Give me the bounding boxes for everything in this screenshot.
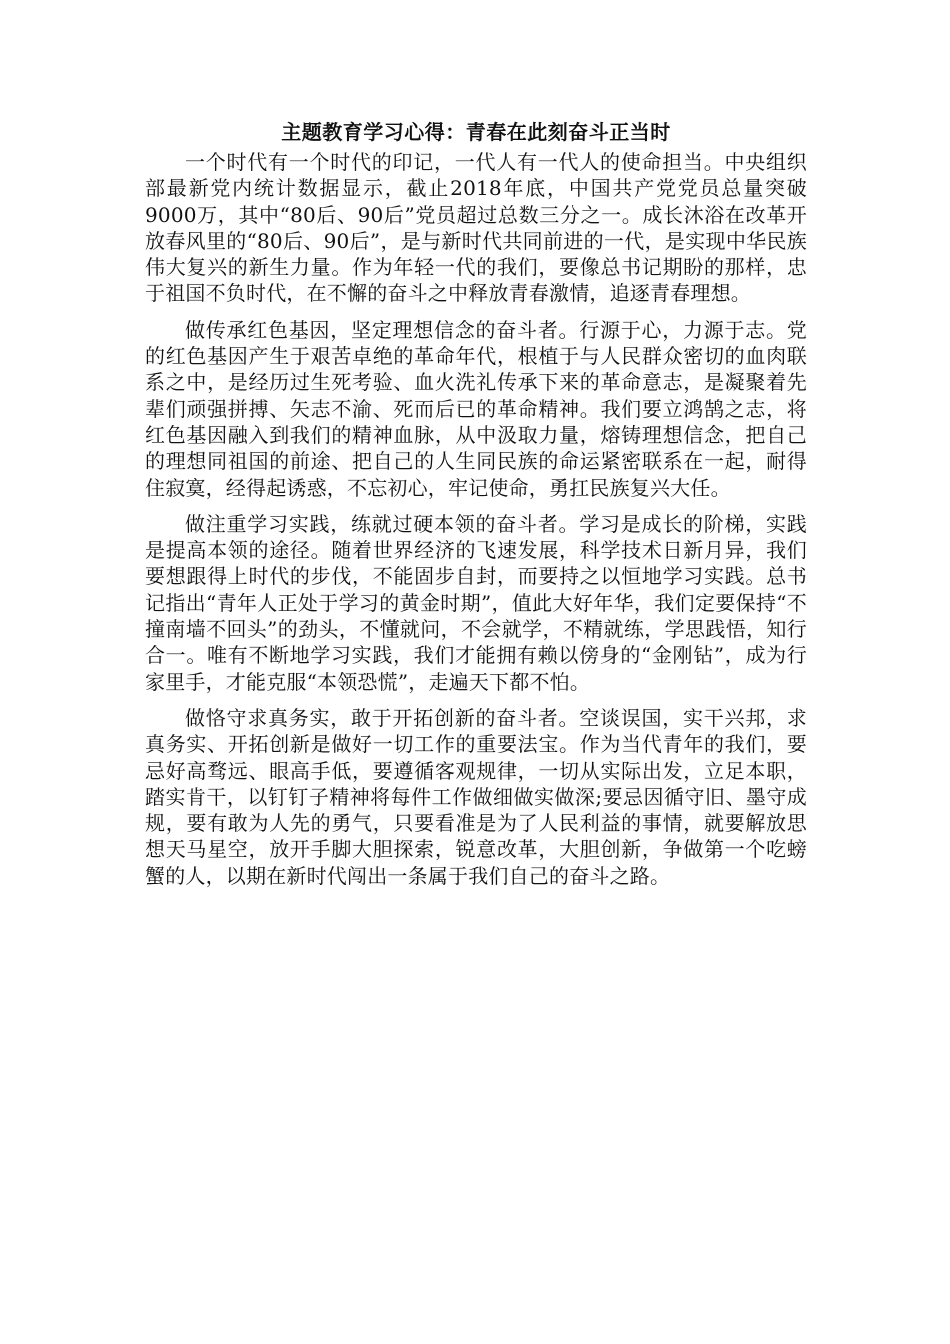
document-page: [145, 118, 807, 899]
document-title: 主题教育学习心得：青春在此刻奋斗正当时: [281, 120, 671, 144]
paragraph-innovation: 做恪守求真务实，敢于开拓创新的奋斗者。空谈误国，实干兴邦，求真务实、开拓创新是做好一切工作的重要法宝。作为当代青年的我们，要忌好高骛远、眼高手低，要遵循客观规律，一切从实际出发，立足本职，踏实肯干，以钉钉子精神将每件工作做细做实做深;要忌因循守旧、墨守成规，要有敢为人先的勇气，只要看准是为了人民利益的事情，就要解放思想天马星空，放开手脚大胆探索，锐意改革，大胆创新，争做第一个吃螃蟹的人，以期在新时代闯出一条属于我们自己的奋斗之路。: [145, 705, 807, 888]
paragraph-study-practice: 做注重学习实践，练就过硬本领的奋斗者。学习是成长的阶梯，实践是提高本领的途径。随着世界经济的飞速发展，科学技术日新月异，我们要想跟得上时代的步伐，不能固步自封，而要持之以恒地学习实践。总书记指出“青年人正处于学习的黄金时期”，值此大好年华，我们定要保持“不撞南墙不回头”的劲头，不懂就问，不会就学，不精就练，学思践悟，知行合一。唯有不断地学习实践，我们才能拥有赖以傍身的“金刚钻”，成为行家里手，才能克服“本领恐慌”，走遍天下都不怕。: [145, 511, 807, 694]
paragraph-red-gene: 做传承红色基因，坚定理想信念的奋斗者。行源于心，力源于志。党的红色基因产生于艰苦卓绝的革命年代，根植于与人民群众密切的血肉联系之中，是经历过生死考验、血火洗礼传承下来的革命意志，是凝聚着先辈们顽强拼搏、矢志不渝、死而后已的革命精神。我们要立鸿鹄之志，将红色基因融入到我们的精神血脉，从中汲取力量，熔铸理想信念，把自己的理想同祖国的前途、把自己的人生同民族的命运紧密联系在一起，耐得住寂寞，经得起诱惑，不忘初心，牢记使命，勇扛民族复兴大任。: [145, 317, 807, 500]
paragraph-intro: 一个时代有一个时代的印记，一代人有一代人的使命担当。中央组织部最新党内统计数据显示，截止2018年底，中国共产党党员总量突破9000万，其中“80后、90后”党员超过总数三分之一。成长沐浴在改革开放春风里的“80后、90后”，是与新时代共同前进的一代，是实现中华民族伟大复兴的新生力量。作为年轻一代的我们，要像总书记期盼的那样，忠于祖国不负时代，在不懈的奋斗之中释放青春激情，追逐青春理想。: [145, 150, 807, 306]
